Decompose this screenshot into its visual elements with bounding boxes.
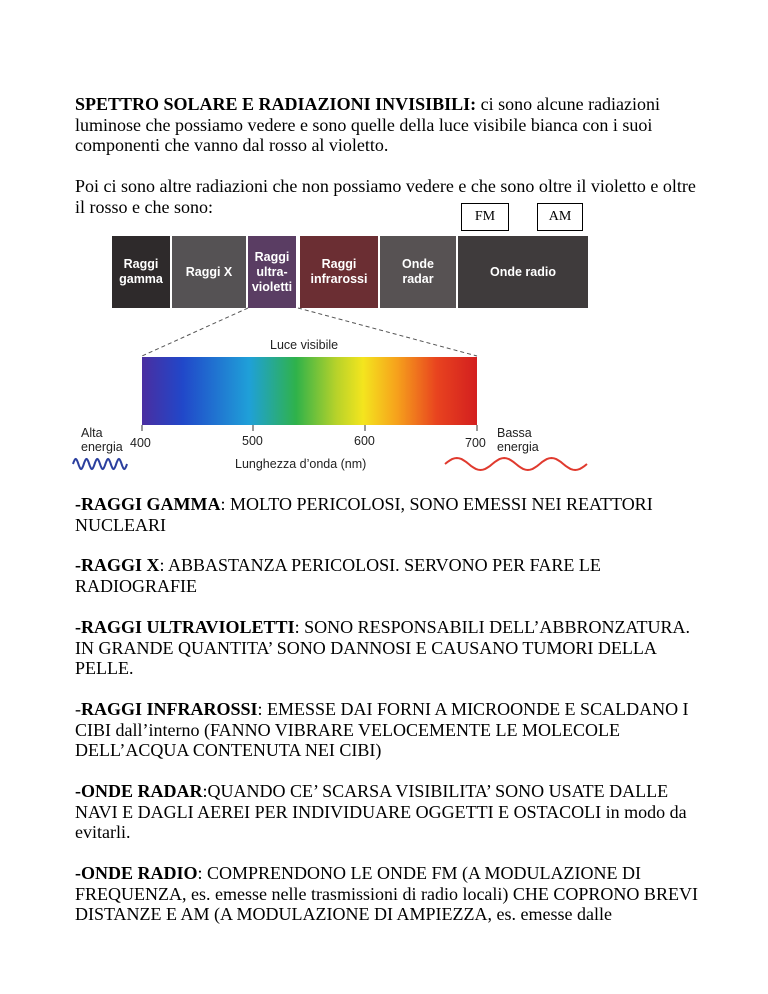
item-gamma bbox=[75, 494, 700, 535]
item-infrared-prefix: - bbox=[75, 699, 81, 719]
high-energy-label: Alta energia bbox=[81, 426, 123, 454]
item-ultraviolet-text: : SONO RESPONSABILI DELL’ABBRONZATURA. IN GRANDE QUANTITA’ SONO DANNOSI E CAUSANO TUMORI DELLA PELLE. bbox=[75, 617, 690, 678]
item-radar-term: -ONDE RADAR bbox=[75, 781, 203, 801]
band-ultraviolet: Raggi ultra- violetti bbox=[248, 236, 296, 308]
item-gamma-term: -RAGGI GAMMA bbox=[75, 494, 221, 514]
am-box: AM bbox=[537, 203, 583, 231]
band-radio: Onde radio bbox=[458, 236, 588, 308]
item-radio-text: : COMPRENDONO LE ONDE FM (A MODULAZIONE DI FREQUENZA, es. emesse nelle trasmissioni di radio locali) CHE COPRONO BREVI DISTANZE E AM (A MODULAZIONE DI AMPIEZZA, es. emesse dalle bbox=[75, 863, 698, 924]
short-wave-icon bbox=[73, 459, 127, 469]
spectrum-figure bbox=[67, 228, 592, 474]
item-radar bbox=[75, 781, 700, 843]
wavelength-axis-label: Lunghezza d’onda (nm) bbox=[235, 457, 367, 471]
tick-label-700: 700 bbox=[465, 436, 486, 450]
intro-paragraph bbox=[75, 94, 700, 156]
intro2-paragraph: Poi ci sono altre radiazioni che non possiamo vedere e che sono oltre il violetto e oltre il rosso e che sono: bbox=[75, 176, 696, 217]
tick-label-500: 500 bbox=[242, 434, 263, 448]
visible-spectrum-bar bbox=[142, 357, 477, 425]
item-x bbox=[75, 555, 700, 596]
item-x-term: -RAGGI X bbox=[75, 555, 160, 575]
item-radar-text: :QUANDO CE’ SCARSA VISIBILITA’ SONO USATE DALLE NAVI E DAGLI AEREI PER INDIVIDUARE OGGETTI E OSTACOLI in modo da evitarli. bbox=[75, 781, 687, 842]
item-radio bbox=[75, 863, 700, 925]
intro-heading: SPETTRO SOLARE E RADIAZIONI INVISIBILI: bbox=[75, 94, 477, 114]
item-ultraviolet-term: -RAGGI ULTRAVIOLETTI bbox=[75, 617, 295, 637]
long-wave-icon bbox=[445, 458, 587, 470]
band-infrared: Raggi infrarossi bbox=[300, 236, 378, 308]
intro-text: ci sono alcune radiazioni luminose che possiamo vedere e sono quelle della luce visibile bianca con i suoi componenti che vanno dal rosso al violetto. bbox=[75, 94, 661, 155]
visible-light-label: Luce visibile bbox=[270, 338, 339, 352]
item-gamma-text: : MOLTO PERICOLOSI, SONO EMESSI NEI REATTORI NUCLEARI bbox=[75, 494, 653, 535]
item-radio-term: -ONDE RADIO bbox=[75, 863, 198, 883]
fm-box: FM bbox=[461, 203, 509, 231]
item-ultraviolet bbox=[75, 617, 700, 679]
band-gamma: Raggi gamma bbox=[112, 236, 170, 308]
low-energy-label: Bassa energia bbox=[497, 426, 539, 454]
item-infrared-term: RAGGI INFRAROSSI bbox=[81, 699, 258, 719]
tick-label-600: 600 bbox=[354, 434, 375, 448]
item-x-text: : ABBASTANZA PERICOLOSI. SERVONO PER FARE LE RADIOGRAFIE bbox=[75, 555, 601, 596]
tick-label-400: 400 bbox=[130, 436, 151, 450]
band-x: Raggi X bbox=[172, 236, 246, 308]
band-radar: Onde radar bbox=[380, 236, 456, 308]
dashed-line-left bbox=[142, 308, 248, 356]
item-infrared bbox=[75, 699, 700, 761]
item-infrared-text: : EMESSE DAI FORNI A MICROONDE E SCALDANO I CIBI dall’interno (FANNO VIBRARE VELOCEMENTE LE MOLECOLE DELL’ACQUA CONTENUTA NEI CIBI) bbox=[75, 699, 689, 760]
